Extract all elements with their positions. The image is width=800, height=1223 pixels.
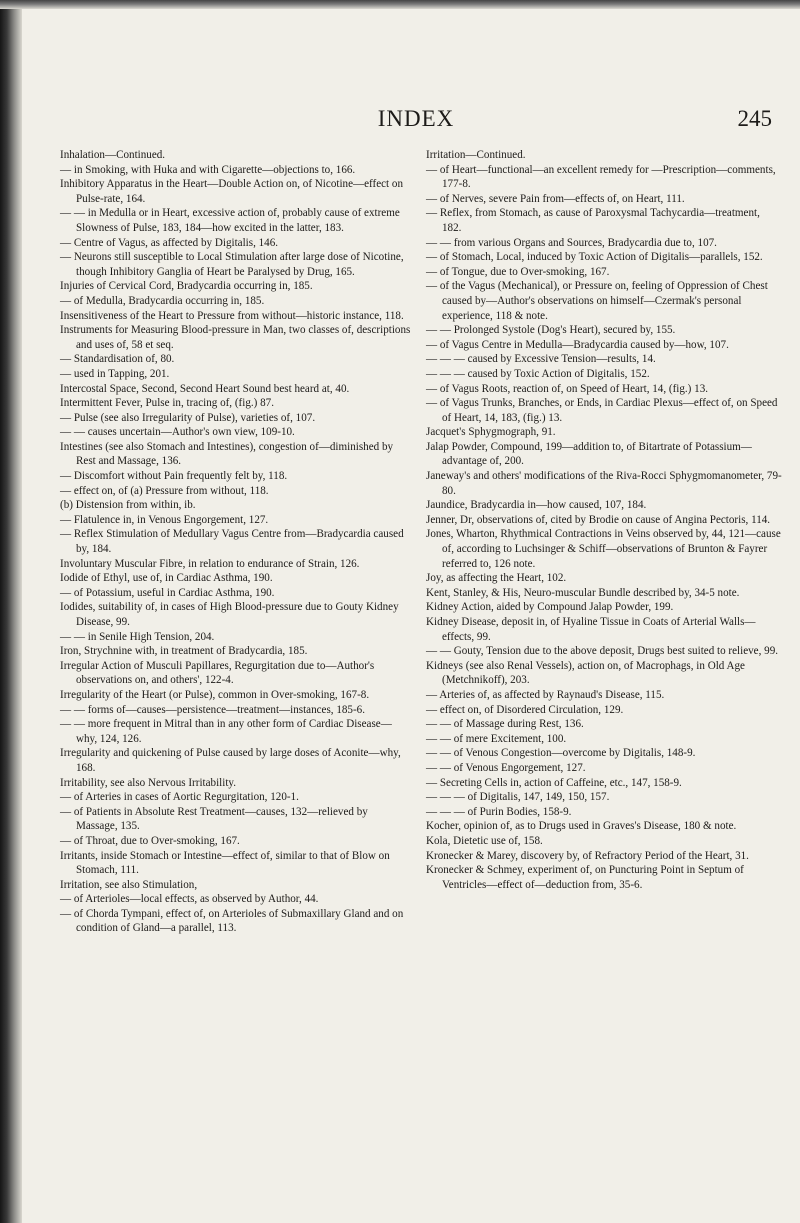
index-entry: — of Medulla, Bradycardia occurring in, 185. (60, 294, 265, 307)
index-entry: — Pulse (see also Irregularity of Pulse), varieties of, 107. (60, 411, 316, 424)
index-entry: Kidney Action, aided by Compound Jalap Powder, 199. (426, 601, 674, 614)
index-entry: Jacquet's Sphygmograph, 91. (426, 426, 556, 439)
index-entry: Iron, Strychnine with, in treatment of Bradycardia, 185. (60, 645, 308, 658)
index-entry: — — Prolonged Systole (Dog's Heart), secured by, 155. (426, 324, 676, 337)
index-entry: — of Arteries in cases of Aortic Regurgitation, 120-1. (60, 791, 299, 804)
index-entry: — of Arterioles—local effects, as observed by Author, 44. (60, 893, 319, 906)
index-entry: Joy, as affecting the Heart, 102. (426, 572, 567, 585)
index-entry: Intercostal Space, Second, Second Heart Sound best heard at, 40. (60, 382, 350, 395)
index-entry: — of Throat, due to Over-smoking, 167. (60, 834, 240, 847)
index-entry: Intermittent Fever, Pulse in, tracing of, (fig.) 87. (60, 397, 274, 410)
index-entry: Iodide of Ethyl, use of, in Cardiac Asthma, 190. (60, 572, 273, 585)
index-entry: Iodides, suitability of, in cases of High Blood-pressure due to Gouty Kidney Disease, 99. (60, 601, 399, 628)
index-entry: Irritants, inside Stomach or Intestine—effect of, similar to that of Blow on Stomach, 111. (60, 849, 390, 877)
index-entry: — Secreting Cells in, action of Caffeine, etc., 147, 158-9. (426, 776, 682, 789)
index-entry: Jalap Powder, Compound, 199—addition to, of Bitartrate of Potassium—advantage of, 200. (426, 440, 752, 468)
index-entry: — Neurons still susceptible to Local Stimulation after large dose of Nicotine, though Inhibitory Ganglia of Heart be Paralysed by Drug, 165. (60, 251, 404, 278)
index-entry: Jaundice, Bradycardia in—how caused, 107, 184. (426, 499, 647, 512)
page-title: INDEX (377, 106, 455, 131)
index-entry: — of Stomach, Local, induced by Toxic Action of Digitalis—parallels, 152. (426, 251, 763, 264)
index-entry: — Flatulence in, in Venous Engorgement, 127. (60, 513, 269, 526)
index-entry: — of Patients in Absolute Rest Treatment—causes, 132—relieved by Massage, 135. (60, 805, 368, 833)
index-entry: — Discomfort without Pain frequently felt by, 118. (60, 470, 288, 483)
index-entry: — Arteries of, as affected by Raynaud's Disease, 115. (426, 688, 665, 701)
page-header (60, 106, 772, 136)
index-entry: Involuntary Muscular Fibre, in relation to endurance of Strain, 126. (60, 557, 360, 570)
index-entry: Insensitiveness of the Heart to Pressure from without—historic instance, 118. (60, 309, 404, 322)
index-entry: — — of Venous Congestion—overcome by Digitalis, 148-9. (426, 747, 696, 760)
index-entry: — of Vagus Roots, reaction of, on Speed of Heart, 14, (fig.) 13. (426, 382, 709, 395)
index-entry: — — of Massage during Rest, 136. (426, 718, 584, 731)
index-entry: Inhibitory Apparatus in the Heart—Double Action on, of Nicotine—effect on Pulse-rate, 164. (60, 178, 404, 205)
index-entry: — in Smoking, with Huka and with Cigarette—objections to, 166. (60, 163, 356, 176)
index-entry: Irregular Action of Musculi Papillares, Regurgitation due to—Author's observations on, and others', 122-4. (60, 659, 375, 687)
index-entry: — — — of Purin Bodies, 158-9. (426, 805, 572, 818)
index-entry: Instruments for Measuring Blood-pressure in Man, two classes of, descriptions and uses of, 58 et seq. (60, 324, 411, 351)
index-entry: Intestines (see also Stomach and Intestines), congestion of—diminished by Rest and Massage, 136. (60, 440, 394, 468)
index-entry: — — Gouty, Tension due to the above deposit, Drugs best suited to relieve, 99. (426, 645, 779, 658)
index-entry: — Reflex Stimulation of Medullary Vagus Centre from—Bradycardia caused by, 184. (60, 528, 404, 556)
book-binding-shadow (0, 0, 22, 1223)
index-entry: Irritability, see also Nervous Irritability. (60, 776, 237, 789)
index-entry: — of Nerves, severe Pain from—effects of, on Heart, 111. (426, 192, 685, 205)
index-entry: Kocher, opinion of, as to Drugs used in Graves's Disease, 180 & note. (426, 820, 737, 833)
index-entry: — effect on, of (a) Pressure from without, 118. (60, 484, 269, 497)
index-entry: — — more frequent in Mitral than in any other form of Cardiac Disease—why, 124, 126. (60, 718, 392, 745)
index-entry: Jenner, Dr, observations of, cited by Brodie on cause of Angina Pectoris, 114. (426, 513, 771, 526)
index-entry: — of Tongue, due to Over-smoking, 167. (426, 265, 610, 278)
index-entry: — Centre of Vagus, as affected by Digitalis, 146. (60, 236, 279, 249)
index-entry: — — from various Organs and Sources, Bradycardia due to, 107. (426, 236, 717, 249)
index-entry: Kronecker & Schmey, experiment of, on Puncturing Point in Septum of Ventricles—effect of—deduction from, 35-6. (426, 864, 744, 891)
index-entry: — — in Medulla or in Heart, excessive action of, probably cause of extreme Slowness of Pulse, 183, 184—how excited in the latter, 183. (60, 207, 400, 234)
index-entry: — of Chorda Tympani, effect of, on Arterioles of Submaxillary Gland and on condition of Gland—a parallel, 113. (60, 907, 404, 935)
index-entry: — of the Vagus (Mechanical), or Pressure on, feeling of Oppression of Chest caused by—Author's observations on himself—Czermak's personal experience, 118 & note. (426, 280, 768, 322)
index-entry: — of Heart—functional—an excellent remedy for —Prescription—comments, 177-8. (426, 163, 776, 191)
index-entry: (b) Distension from within, ib. (60, 499, 196, 512)
index-entry: — — — caused by Toxic Action of Digitalis, 152. (426, 367, 650, 380)
index-entry: — of Potassium, useful in Cardiac Asthma, 190. (60, 586, 275, 599)
page-number: 245 (737, 106, 772, 131)
index-entry: Inhalation—Continued. (60, 149, 166, 161)
index-entry: — — of Venous Engorgement, 127. (426, 761, 586, 774)
index-entry: — used in Tapping, 201. (60, 367, 170, 380)
index-entry: — — of mere Excitement, 100. (426, 732, 567, 745)
index-entry: Jones, Wharton, Rhythmical Contractions in Veins observed by, 44, 121—cause of, according to Luchsinger & Schiff—observations of Brunton & Fayrer referred to, 126 note. (426, 528, 781, 570)
index-entry: Irregularity and quickening of Pulse caused by large doses of Aconite—why, 168. (60, 747, 401, 774)
index-entry: — Reflex, from Stomach, as cause of Paroxysmal Tachycardia—treatment, 182. (426, 207, 760, 234)
index-entry: — effect on, of Disordered Circulation, 129. (426, 703, 624, 716)
index-entry: Irregularity of the Heart (or Pulse), common in Over-smoking, 167-8. (60, 688, 370, 701)
index-entry: — — forms of—causes—persistence—treatment—instances, 185-6. (60, 703, 365, 716)
index-entry: — of Vagus Centre in Medulla—Bradycardia caused by—how, 107. (426, 338, 729, 351)
index-entry: Janeway's and others' modifications of the Riva-Rocci Sphygmomanometer, 79-80. (426, 470, 782, 497)
index-entry: Injuries of Cervical Cord, Bradycardia occurring in, 185. (60, 280, 313, 293)
index-entry: — Standardisation of, 80. (60, 353, 175, 366)
index-entry: — — — of Digitalis, 147, 149, 150, 157. (426, 791, 610, 804)
index-entry: Kola, Dietetic use of, 158. (426, 834, 543, 847)
index-column-left (60, 148, 412, 936)
page-top-edge (0, 0, 800, 9)
index-entry: — — causes uncertain—Author's own view, 109-10. (60, 426, 295, 439)
index-entry: Kidney Disease, deposit in, of Hyaline Tissue in Coats of Arterial Walls—effects, 99. (426, 616, 756, 643)
index-entry: Irritation—Continued. (426, 149, 526, 161)
index-entry: Kronecker & Marey, discovery by, of Refractory Period of the Heart, 31. (426, 849, 749, 862)
index-entry: Kidneys (see also Renal Vessels), action on, of Macrophags, in Old Age (Metchnikoff), 203. (426, 659, 745, 687)
index-column-right (426, 148, 782, 892)
index-entry: Kent, Stanley, & His, Neuro-muscular Bundle described by, 34-5 note. (426, 586, 740, 599)
index-entry: — — in Senile High Tension, 204. (60, 630, 215, 643)
index-entry: — — — caused by Excessive Tension—results, 14. (426, 353, 656, 366)
index-entry: — of Vagus Trunks, Branches, or Ends, in Cardiac Plexus—effect of, on Speed of Heart, 14, 183, (fig.) 13. (426, 397, 778, 424)
index-entry: Irritation, see also Stimulation, (60, 878, 198, 891)
